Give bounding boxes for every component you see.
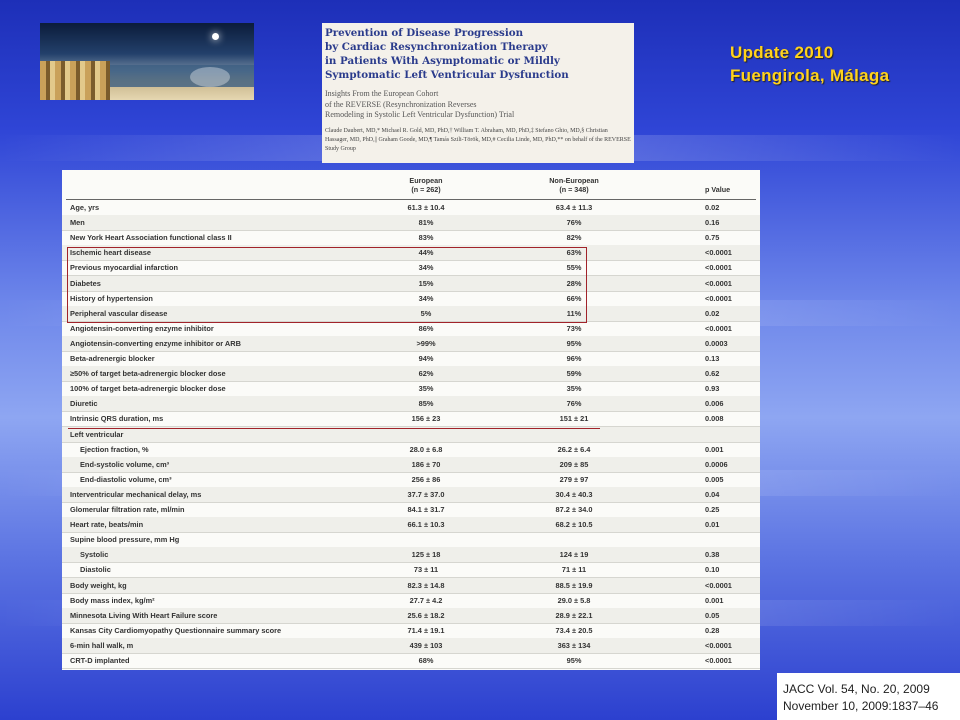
non-european-value: 73%	[566, 323, 582, 333]
european-value: 15%	[418, 278, 434, 288]
non-european-value: 279 ± 97	[559, 474, 589, 484]
p-value: <0.0001	[705, 293, 732, 303]
non-european-value: 63.4 ± 11.3	[555, 203, 593, 212]
p-value: <0.0001	[705, 278, 732, 288]
p-value: 0.13	[705, 354, 720, 363]
row-label: CRT-D implanted	[70, 656, 130, 665]
row-label: Peripheral vascular disease	[70, 308, 168, 318]
row-label: End-systolic volume, cm³	[80, 459, 170, 469]
row-label: Interventricular mechanical delay, ms	[70, 489, 202, 499]
p-value: 0.38	[705, 550, 720, 560]
p-value: 0.93	[705, 384, 720, 394]
non-european-value: 82%	[566, 233, 582, 243]
header-p-value: p Value	[705, 185, 731, 194]
table-row	[62, 487, 760, 503]
table-row	[62, 517, 760, 533]
non-european-value: 88.5 ± 19.9	[555, 580, 593, 590]
european-value: 25.6 ± 18.2	[407, 610, 445, 620]
p-value: 0.75	[705, 233, 720, 243]
non-european-value: 35%	[566, 384, 582, 394]
european-value: 71.4 ± 19.1	[407, 625, 445, 635]
article-authors: Claude Daubert, MD,* Michael R. Gold, MD, PhD,† William T. Abraham, MD, PhD,‡ Stefano Ghio, MD,§ Christian Hassager, MD, PhD,|| Graham Goode, MD,¶ Tamás Szili-Török, MD,# Cecilia Linde, MD, PhD,** on behalf of the REVERSE Study Group	[325, 128, 631, 152]
european-value: 34%	[418, 293, 434, 303]
row-label: History of hypertension	[70, 293, 153, 303]
p-value: 0.02	[705, 203, 720, 212]
european-value: 82.3 ± 14.8	[407, 580, 445, 590]
p-value: 0.04	[705, 489, 720, 499]
row-label: New York Heart Association functional class II	[70, 233, 232, 243]
table-header	[62, 170, 760, 200]
p-value: 0.0006	[705, 459, 728, 469]
p-value: <0.0001	[705, 656, 732, 665]
table-row	[62, 457, 760, 473]
table-row	[62, 472, 760, 488]
european-value: 73 ± 11	[413, 565, 439, 575]
non-european-value: 95%	[566, 338, 582, 348]
row-label: Diabetes	[70, 278, 101, 288]
european-value: 68%	[418, 656, 434, 665]
table-row	[62, 411, 760, 427]
non-european-value: 71 ± 11	[561, 565, 587, 575]
row-label: Beta-adrenergic blocker	[70, 354, 155, 363]
table-row	[62, 638, 760, 654]
row-label: Systolic	[80, 550, 109, 560]
european-value: >99%	[416, 338, 436, 348]
european-value: 62%	[418, 369, 434, 379]
row-label: Heart rate, beats/min	[70, 520, 144, 530]
non-european-value: 96%	[566, 354, 582, 363]
table-row	[62, 381, 760, 397]
european-value: 84.1 ± 31.7	[407, 505, 445, 514]
table-row	[62, 547, 760, 563]
european-value: 35%	[418, 384, 434, 394]
table-row	[62, 321, 760, 337]
european-value: 156 ± 23	[411, 414, 441, 424]
city-buildings	[40, 61, 110, 100]
p-value: 0.02	[705, 308, 720, 318]
row-label: Angiotensin-converting enzyme inhibitor or ARB	[70, 338, 241, 348]
row-label: Supine blood pressure, mm Hg	[70, 535, 180, 545]
row-label: Diastolic	[80, 565, 111, 575]
row-label: Previous myocardial infarction	[70, 263, 179, 273]
update-location: Fuengirola, Málaga	[730, 66, 890, 85]
row-label: Kansas City Cardiomyopathy Questionnaire summary score	[70, 625, 282, 635]
citation-volume: JACC Vol. 54, No. 20, 2009	[783, 682, 930, 696]
european-value: 66.1 ± 10.3	[407, 520, 445, 530]
p-value: 0.0003	[705, 338, 728, 348]
beach-city-photo	[40, 23, 254, 100]
table-row	[62, 653, 760, 669]
non-european-value: 76%	[566, 218, 582, 228]
row-label: Glomerular filtration rate, ml/min	[70, 505, 185, 514]
non-european-value: 209 ± 85	[559, 459, 589, 469]
non-european-value: 95%	[566, 656, 582, 665]
p-value: 0.10	[705, 565, 720, 575]
european-value: 439 ± 103	[409, 640, 443, 650]
row-label: Minnesota Living With Heart Failure score	[70, 610, 218, 620]
p-value: 0.28	[705, 625, 720, 635]
table-row	[62, 230, 760, 246]
p-value: 0.16	[705, 218, 720, 228]
row-label: 6-min hall walk, m	[70, 640, 134, 650]
p-value: <0.0001	[705, 263, 732, 273]
european-value: 28.0 ± 6.8	[409, 444, 443, 454]
row-label: End-diastolic volume, cm³	[80, 474, 172, 484]
table-row	[62, 442, 760, 458]
moon-icon	[212, 33, 219, 40]
european-value: 86%	[418, 323, 434, 333]
p-value: 0.006	[705, 399, 724, 409]
table-row	[62, 396, 760, 412]
article-header	[322, 23, 634, 163]
non-european-value: 63%	[566, 248, 582, 258]
table-row	[62, 351, 760, 367]
non-european-value: 87.2 ± 34.0	[555, 505, 593, 514]
update-label	[730, 41, 889, 87]
p-value: 0.25	[705, 505, 720, 514]
european-value: 37.7 ± 37.0	[407, 489, 445, 499]
non-european-value: 11%	[566, 308, 582, 318]
table-row	[62, 336, 760, 352]
article-subtitle: Insights From the European Cohort of the REVERSE (Resynchronization Reverses Remodeling in Systolic Left Ventricular Dysfunction) Trial	[325, 89, 515, 119]
non-european-value: 55%	[566, 263, 582, 273]
update-year: Update 2010	[730, 43, 834, 62]
non-european-value: 73.4 ± 20.5	[555, 625, 593, 635]
european-value: 5%	[420, 308, 432, 318]
citation-date: November 10, 2009:1837–46	[783, 699, 939, 713]
row-label: Ejection fraction, %	[80, 444, 149, 454]
table-row	[62, 562, 760, 578]
moon-reflection	[190, 67, 230, 87]
row-label: Men	[70, 218, 85, 228]
p-value: <0.0001	[705, 248, 732, 258]
european-value: 125 ± 18	[411, 550, 441, 560]
european-value: 34%	[418, 263, 434, 273]
p-value: 0.001	[705, 444, 724, 454]
article-title: Prevention of Disease Progression by Cardiac Resynchronization Therapy in Patients With Asymptomatic or Mildly Symptomatic Left Ventricular Dysfunction	[325, 27, 569, 81]
non-european-value: 68.2 ± 10.5	[555, 520, 593, 530]
row-label: Diuretic	[70, 399, 98, 409]
european-value: 61.3 ± 10.4	[407, 203, 445, 212]
european-value: 27.7 ± 4.2	[409, 595, 443, 605]
non-european-value: 30.4 ± 40.3	[555, 489, 593, 499]
table-row	[62, 532, 760, 548]
european-value: 256 ± 86	[411, 474, 441, 484]
baseline-characteristics-table	[62, 170, 760, 670]
non-european-value: 66%	[566, 293, 582, 303]
non-european-value: 29.0 ± 5.8	[557, 595, 591, 605]
risk-factor-highlight-box	[67, 247, 587, 323]
non-european-value: 76%	[566, 399, 582, 409]
non-european-value: 28%	[566, 278, 582, 288]
row-label: Body weight, kg	[70, 580, 127, 590]
p-value: 0.008	[705, 414, 724, 424]
header-european: European (n = 262)	[409, 176, 443, 194]
european-value: 83%	[418, 233, 434, 243]
non-european-value: 26.2 ± 6.4	[557, 444, 591, 454]
row-label: Intrinsic QRS duration, ms	[70, 414, 164, 424]
european-value: 186 ± 70	[411, 459, 441, 469]
non-european-value: 28.9 ± 22.1	[555, 610, 593, 620]
p-value: <0.0001	[705, 323, 732, 333]
p-value: <0.0001	[705, 640, 732, 650]
table-row	[62, 623, 760, 639]
p-value: 0.005	[705, 474, 724, 484]
p-value: 0.62	[705, 369, 720, 379]
european-value: 44%	[418, 248, 434, 258]
european-value: 81%	[418, 218, 434, 228]
european-value: 94%	[418, 354, 434, 363]
header-non-european: Non-European (n = 348)	[549, 176, 599, 194]
non-european-value: 59%	[566, 369, 582, 379]
row-label: Age, yrs	[70, 203, 100, 212]
row-label: Left ventricular	[70, 429, 124, 439]
p-value: 0.001	[705, 595, 724, 605]
row-label: Angiotensin-converting enzyme inhibitor	[70, 323, 214, 333]
p-value: 0.01	[705, 520, 720, 530]
row-label: 100% of target beta-adrenergic blocker dose	[70, 384, 226, 394]
non-european-value: 124 ± 19	[559, 550, 589, 560]
table-row	[62, 366, 760, 382]
non-european-value: 363 ± 134	[557, 640, 591, 650]
european-value: 85%	[418, 399, 434, 409]
table-row	[62, 593, 760, 609]
table-row	[62, 578, 760, 594]
table-row	[62, 608, 760, 624]
p-value: 0.05	[705, 610, 720, 620]
qrs-highlight-underline	[68, 428, 600, 429]
p-value: <0.0001	[705, 580, 732, 590]
row-label: Ischemic heart disease	[70, 248, 151, 258]
table-row	[62, 200, 760, 216]
non-european-value: 151 ± 21	[559, 414, 589, 424]
row-label: Body mass index, kg/m²	[70, 595, 155, 605]
table-row	[62, 215, 760, 231]
row-label: ≥50% of target beta-adrenergic blocker dose	[70, 369, 226, 379]
journal-citation	[777, 673, 960, 720]
table-row	[62, 502, 760, 518]
sea	[110, 65, 254, 87]
